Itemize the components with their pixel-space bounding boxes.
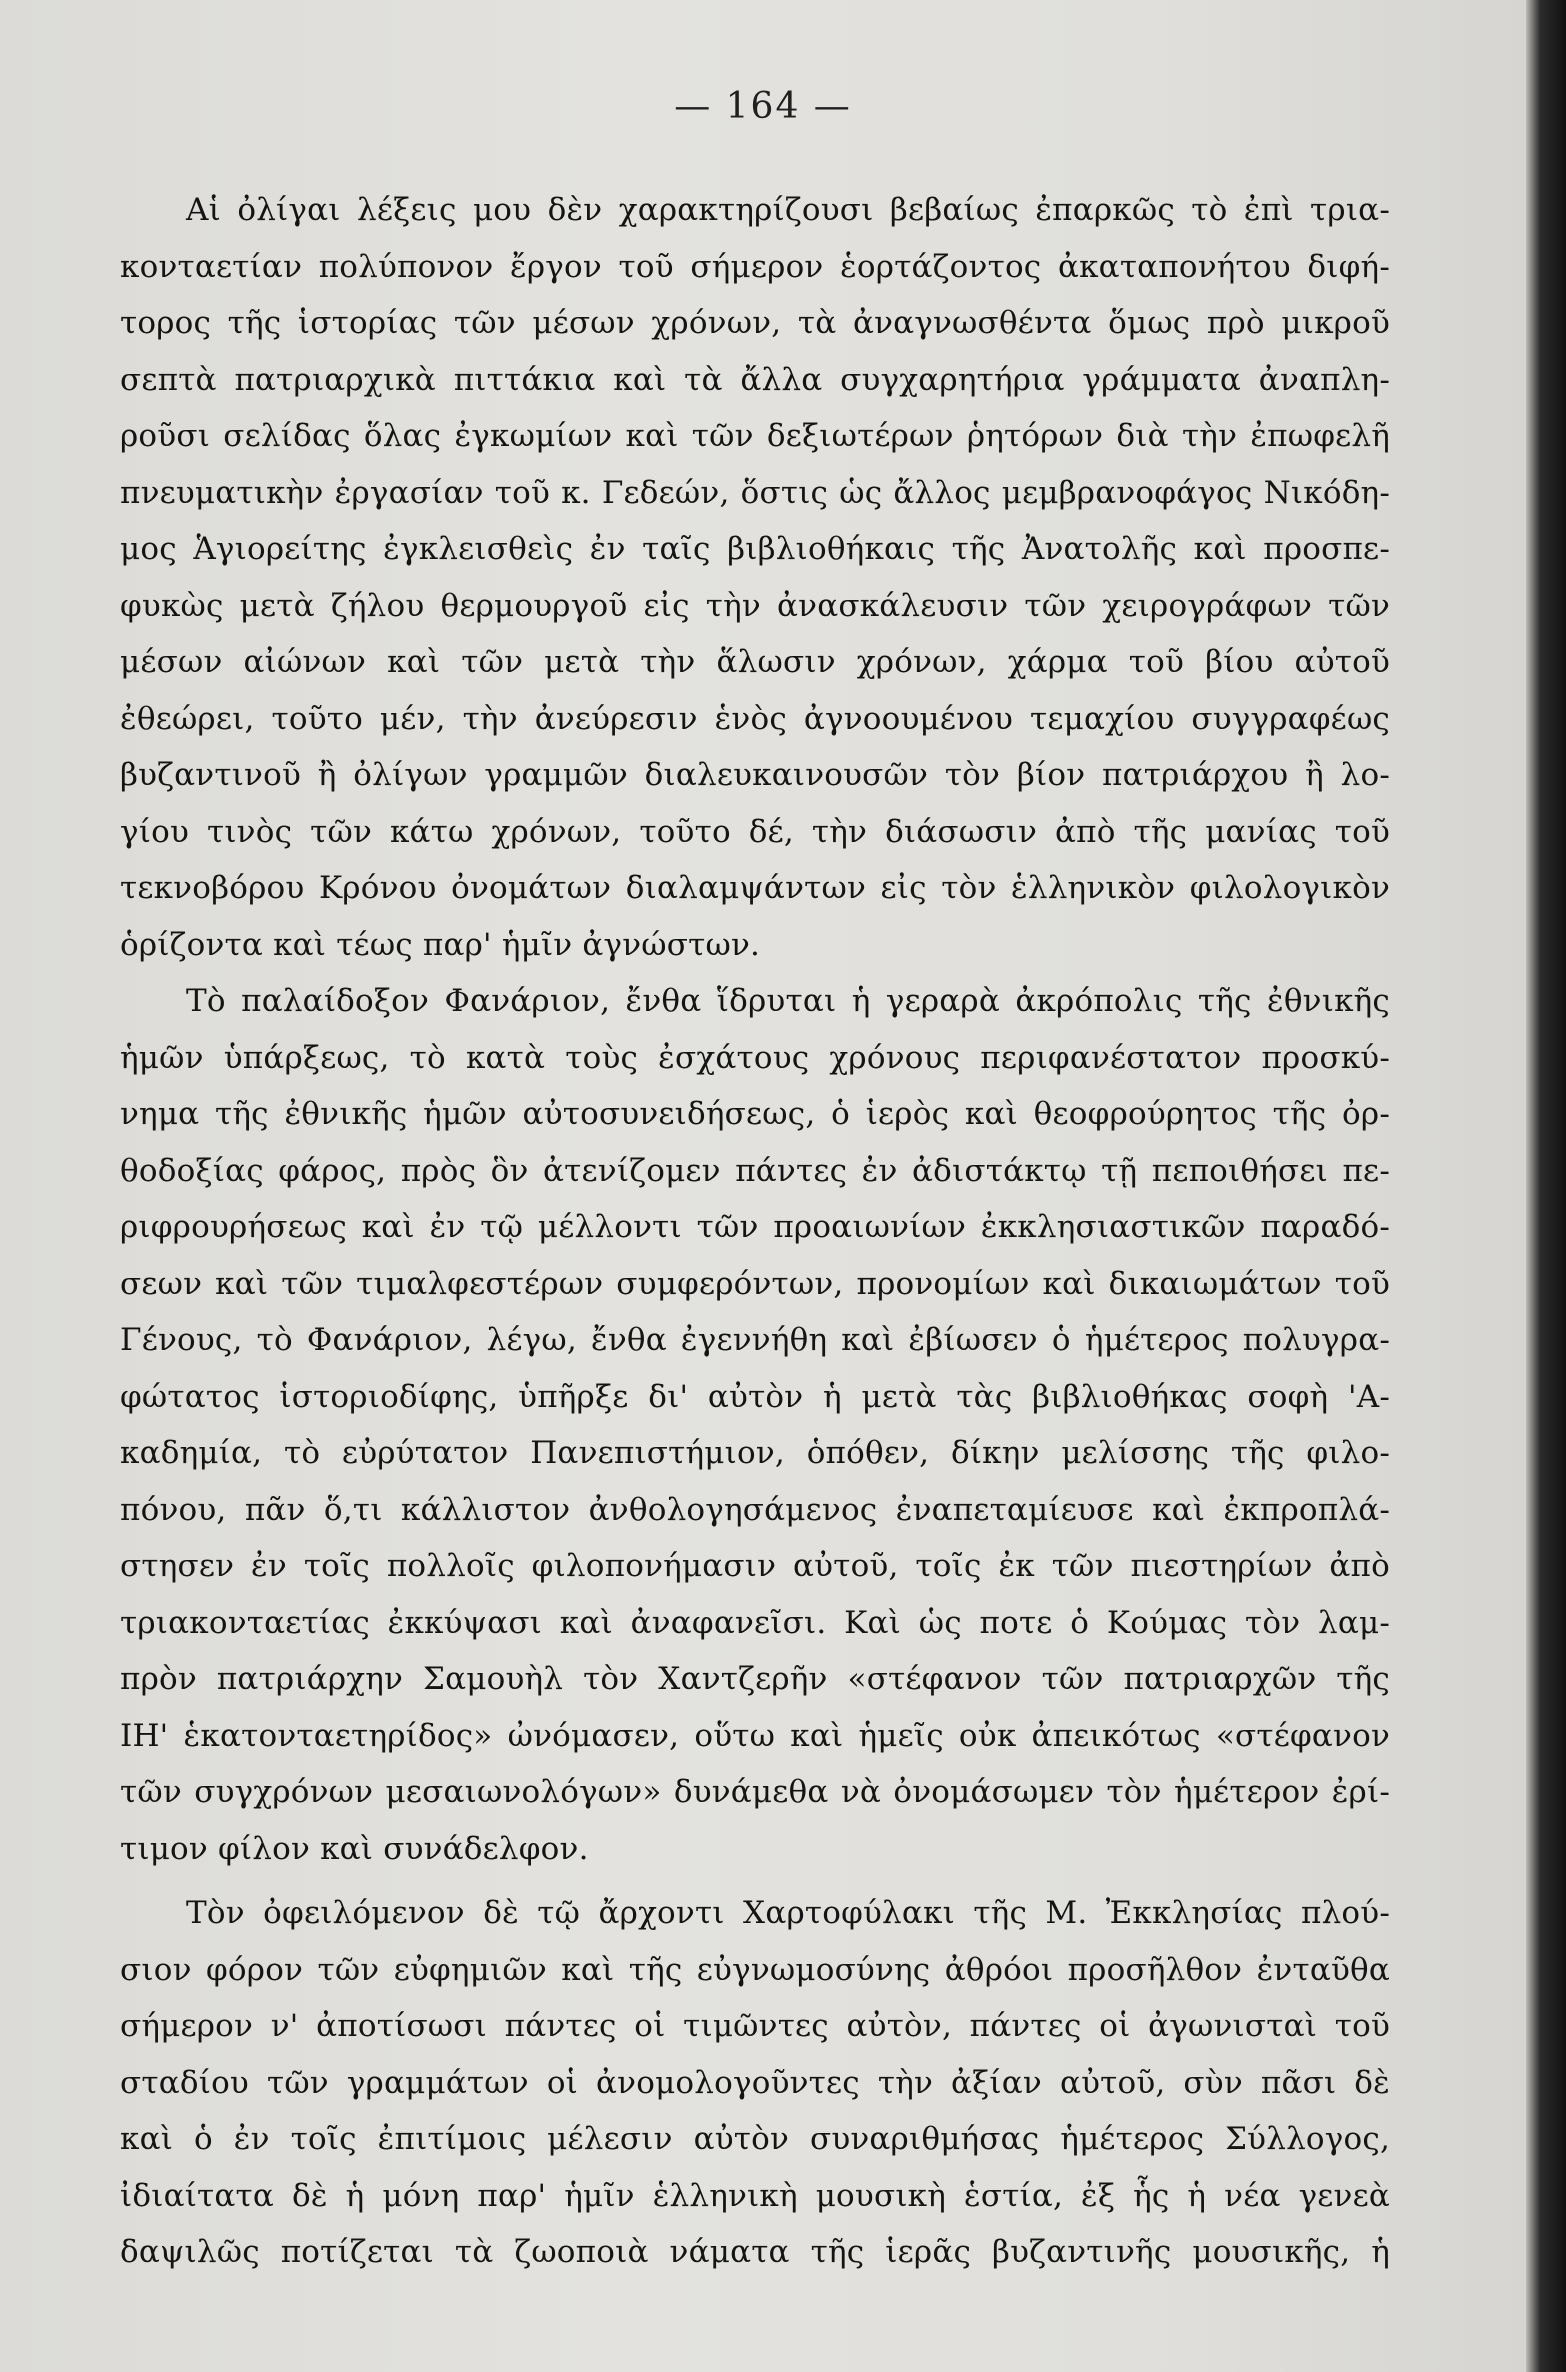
text-line: καδημία, τὸ εὐρύτατον Πανεπιστήμιον, ὁπόθεν, δίκην μελίσσης τῆς φιλο- (120, 1435, 1390, 1471)
text-line: κονταετίαν πολύπονον ἔργον τοῦ σήμερον ἑορτάζοντος ἀκαταπονήτου διφή- (120, 248, 1390, 285)
text-line: Τὸ παλαίδοξον Φανάριον, ἔνθα ἵδρυται ἡ γεραρὰ ἀκρόπολις τῆς ἐθνικῆς (186, 983, 1390, 1019)
text-line: φυκὼς μετὰ ζήλου θερμουργοῦ εἰς τὴν ἀνασκάλευσιν τῶν χειρογράφων τῶν (120, 587, 1390, 624)
text-line: πνευματικὴν ἐργασίαν τοῦ κ. Γεδεών, ὅστις ὡς ἄλλος μεμβρανοφάγος Νικόδη- (120, 474, 1390, 511)
text-line: φώτατος ἱστοριοδίφης, ὑπῆρξε δι' αὐτὸν ἡ μετὰ τὰς βιβλιοθήκας σοφὴ 'Α- (120, 1378, 1390, 1415)
text-line: στησεν ἐν τοῖς πολλοῖς φιλοπονήμασιν αὐτοῦ, τοῖς ἐκ τῶν πιεστηρίων ἀπὸ (120, 1548, 1390, 1584)
paragraph-1 (120, 182, 1390, 973)
text-line: καὶ ὁ ἐν τοῖς ἐπιτίμοις μέλεσιν αὐτὸν συναριθμήσας ἡμέτερος Σύλλογος, (120, 2121, 1390, 2157)
text-line: γίου τινὸς τῶν κάτω χρόνων, τοῦτο δέ, τὴν διάσωσιν ἀπὸ τῆς μανίας τοῦ (120, 813, 1390, 850)
text-line: τορος τῆς ἱστορίας τῶν μέσων χρόνων, τὰ ἀναγνωσθέντα ὅμως πρὸ μικροῦ (120, 305, 1390, 341)
text-line: σεπτὰ πατριαρχικὰ πιττάκια καὶ τὰ ἄλλα συγχαρητήρια γράμματα ἀναπλη- (120, 361, 1390, 398)
text-line: τριακονταετίας ἐκκύψασι καὶ ἀναφανεῖσι. Καὶ ὡς ποτε ὁ Κούμας τὸν λαμ- (120, 1604, 1390, 1641)
text-line: μος Ἁγιορείτης ἐγκλεισθεὶς ἐν ταῖς βιβλιοθήκαις τῆς Ἀνατολῆς καὶ προσπε- (120, 531, 1390, 567)
text-line: σταδίου τῶν γραμμάτων οἱ ἀνομολογοῦντες τὴν ἀξίαν αὐτοῦ, σὺν πᾶσι δὲ (120, 2064, 1390, 2101)
page-edge-shadow (1526, 0, 1566, 2372)
body-text (120, 182, 1390, 2281)
text-line: Τὸν ὀφειλόμενον δὲ τῷ ἄρχοντι Χαρτοφύλακι τῆς Μ. Ἐκκλησίας πλού- (186, 1895, 1390, 1931)
text-line: θοδοξίας φάρος, πρὸς ὃν ἀτενίζομεν πάντες ἐν ἀδιστάκτῳ τῇ πεποιθήσει πε- (120, 1152, 1390, 1189)
text-line: τιμον φίλον καὶ συνάδελφον. (120, 1830, 589, 1867)
text-line: δαψιλῶς ποτίζεται τὰ ζωοποιὰ νάματα τῆς ἱερᾶς βυζαντινῆς μουσικῆς, ἡ (120, 2234, 1390, 2270)
text-line: σεων καὶ τῶν τιμαλφεστέρων συμφερόντων, προνομίων καὶ δικαιωμάτων τοῦ (120, 1265, 1390, 1302)
text-line: ὁρίζοντα καὶ τέως παρ' ἡμῖν ἀγνώστων. (120, 926, 761, 963)
text-line: ριφρουρήσεως καὶ ἐν τῷ μέλλοντι τῶν προαιωνίων ἐκκλησιαστικῶν παραδό- (120, 1209, 1390, 1245)
text-line: τεκνοβόρου Κρόνου ὀνομάτων διαλαμψάντων εἰς τὸν ἑλληνικὸν φιλολογικὸν (120, 870, 1390, 906)
text-line: Γένους, τὸ Φανάριον, λέγω, ἔνθα ἐγεννήθη καὶ ἐβίωσεν ὁ ἡμέτερος πολυγρα- (120, 1322, 1390, 1358)
text-line: ΙΗ' ἑκατονταετηρίδος» ὠνόμασεν, οὕτω καὶ ἡμεῖς οὐκ ἀπεικότως «στέφανον (120, 1717, 1390, 1754)
text-line: πρὸν πατριάρχην Σαμουὴλ τὸν Χαντζερῆν «στέφανον τῶν πατριαρχῶν τῆς (120, 1661, 1390, 1697)
text-line: σιον φόρον τῶν εὐφημιῶν καὶ τῆς εὐγνωμοσύνης ἀθρόοι προσῆλθον ἐνταῦθα (120, 1951, 1390, 1988)
text-line: πόνου, πᾶν ὅ,τι κάλλιστον ἀνθολογησάμενος ἐναπεταμίευσε καὶ ἐκπροπλά- (120, 1491, 1390, 1528)
text-line: βυζαντινοῦ ἢ ὀλίγων γραμμῶν διαλευκαινουσῶν τὸν βίον πατριάρχου ἢ λο- (120, 757, 1390, 793)
text-line: σήμερον ν' ἀποτίσωσι πάντες οἱ τιμῶντες αὐτὸν, πάντες οἱ ἀγωνισταὶ τοῦ (120, 2008, 1390, 2044)
text-line: νημα τῆς ἐθνικῆς ἡμῶν αὐτοσυνειδήσεως, ὁ ἱερὸς καὶ θεοφρούρητος τῆς ὀρ- (120, 1096, 1390, 1132)
text-line: τῶν συγχρόνων μεσαιωνολόγων» δυνάμεθα νὰ ὀνομάσωμεν τὸν ἡμέτερον ἐρί- (120, 1774, 1390, 1810)
page-number: — 164 — (674, 86, 852, 127)
text-line: ροῦσι σελίδας ὅλας ἐγκωμίων καὶ τῶν δεξιωτέρων ῥητόρων διὰ τὴν ἐπωφελῆ (120, 418, 1390, 454)
text-line: ἡμῶν ὑπάρξεως, τὸ κατὰ τοὺς ἐσχάτους χρόνους περιφανέστατον προσκύ- (120, 1039, 1390, 1076)
text-line: ἰδιαίτατα δὲ ἡ μόνη παρ' ἡμῖν ἑλληνικὴ μουσικὴ ἑστία, ἐξ ἧς ἡ νέα γενεὰ (120, 2177, 1390, 2214)
text-line: ἐθεώρει, τοῦτο μέν, τὴν ἀνεύρεσιν ἑνὸς ἀγνοουμένου τεμαχίου συγγραφέως (120, 700, 1390, 737)
paragraph-3 (120, 1885, 1390, 2281)
text-line: μέσων αἰώνων καὶ τῶν μετὰ τὴν ἅλωσιν χρόνων, χάρμα τοῦ βίου αὐτοῦ (120, 644, 1390, 680)
paragraph-2 (120, 973, 1390, 1877)
text-line: Αἱ ὀλίγαι λέξεις μου δὲν χαρακτηρίζουσι βεβαίως ἐπαρκῶς τὸ ἐπὶ τρια- (186, 192, 1390, 228)
